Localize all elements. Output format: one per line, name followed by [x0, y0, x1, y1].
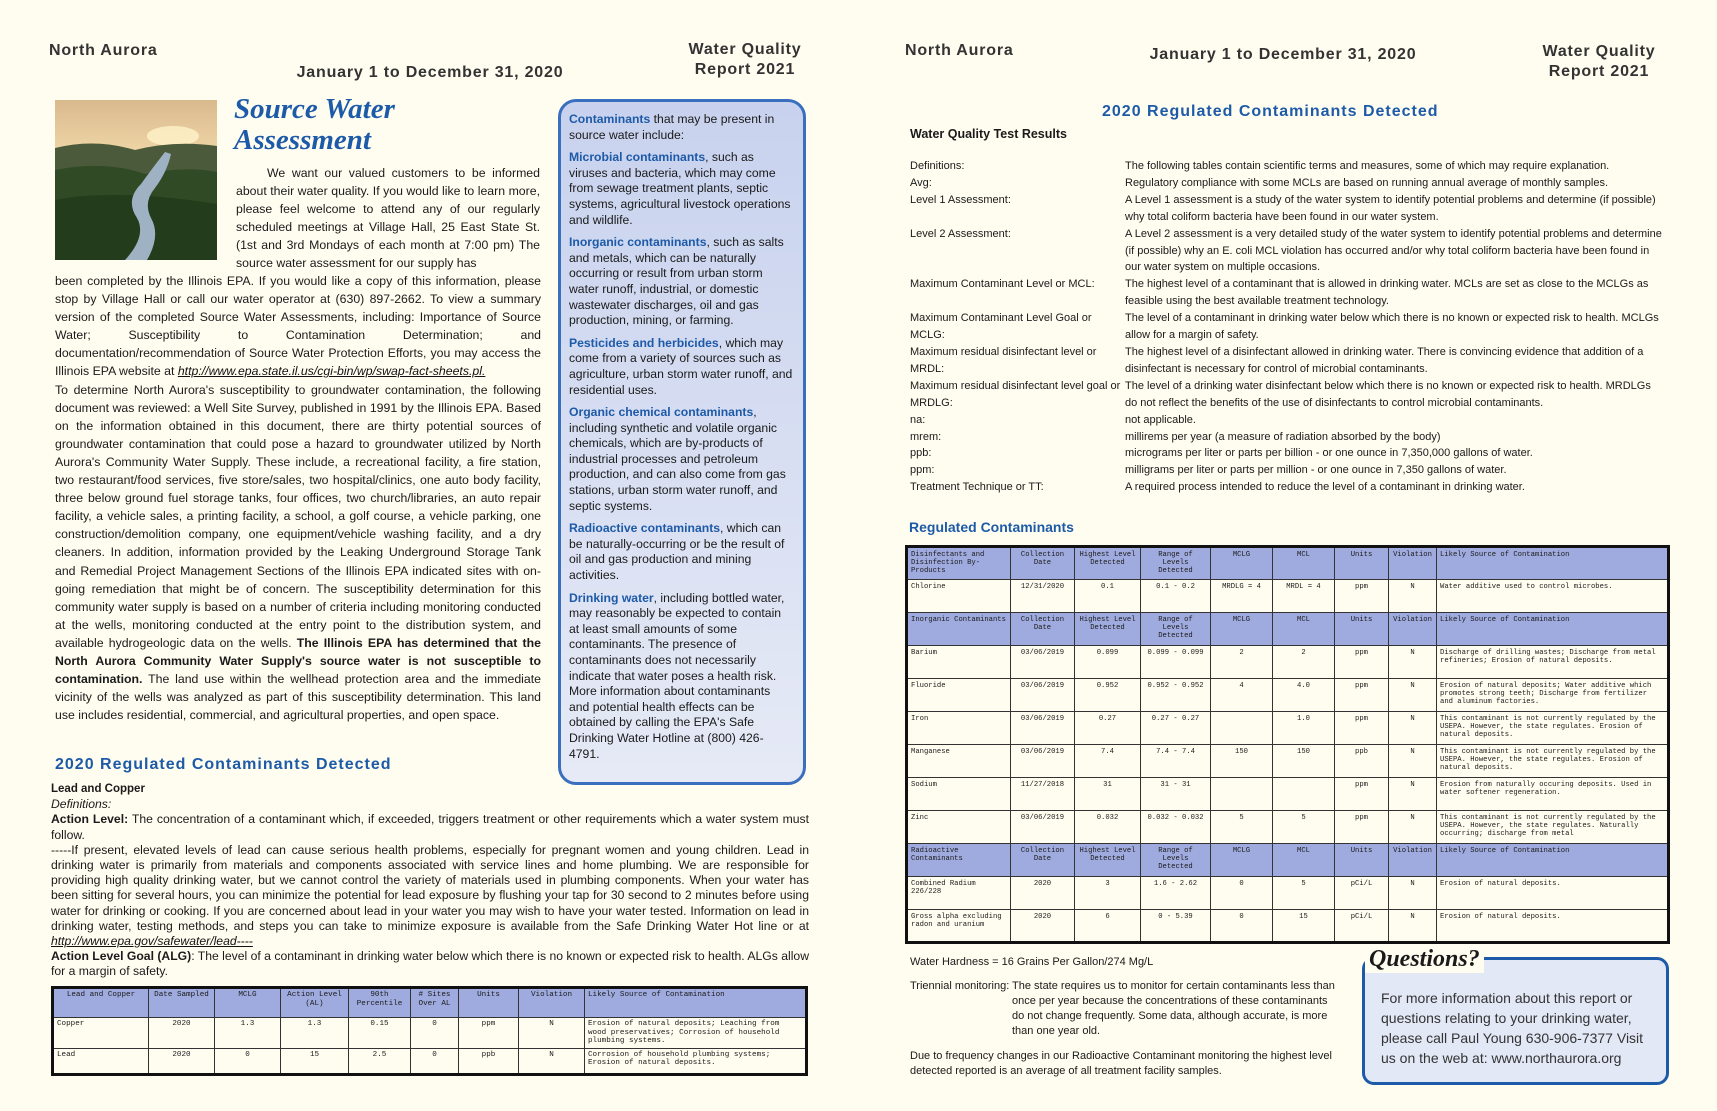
column-header: Inorganic Contaminants	[907, 613, 1011, 646]
source-water-para1	[55, 272, 541, 381]
definition-row	[910, 462, 1662, 479]
table-cell: N	[1389, 778, 1437, 811]
lead-info	[51, 843, 809, 949]
definition-desc: Regulatory compliance with some MCLs are based on running annual average of monthly samples.	[1125, 176, 1609, 189]
triennial-term: Triennial monitoring:	[910, 980, 1010, 992]
table-cell: 0	[411, 1018, 459, 1049]
table-cell: MRDL = 4	[1273, 580, 1335, 613]
header-report-line2: Report 2021	[1548, 63, 1650, 80]
table-row	[53, 1048, 807, 1074]
definition-term: Maximum residual disinfectant level goal or MRDLG:	[910, 379, 1121, 409]
table-row	[907, 580, 1669, 613]
column-header: Date Sampled	[149, 988, 215, 1018]
source-water-title-line2: Assessment	[234, 124, 371, 156]
frequency-note: Due to frequency changes in our Radioactive Contaminant monitoring the highest level detected reported is an average of all treatment facility samples.	[910, 1050, 1332, 1077]
table-row	[907, 646, 1669, 679]
table-cell: Corrosion of household plumbing systems; Erosion of natural deposits.	[585, 1048, 807, 1074]
table-cell: Iron	[907, 712, 1011, 745]
source-water-main	[55, 272, 541, 724]
lead-info-text: -----If present, elevated levels of lead can cause serious health problems, especially for pregnant women and young children. Lead in drinking water is primarily from materials and components associated with service lines and home plumbing. We are responsible for providing high quality drinking water, but we cannot control the variety of materials used in plumbing components. When your water has been sitting for several hours, you can minimize the potential for lead exposure by flushing your tap for 30 second to 2 minutes before using water for drinking or cooking. If you are concerned about lead in your water you may wish to have your water tested. Information on lead in drinking water, testing methods, and steps you can take to minimize exposure is available from the Safe Drinking Water Hot line or at	[51, 842, 809, 933]
definition-term: Level 1 Assessment:	[910, 193, 1011, 206]
source-water-para2-end: The land use within the wellhead protection area and the immediate vicinity of the wells was analyzed as part of this susceptibility determination. This land use includes residential, commercial, and agricultural properties, and open space.	[55, 672, 541, 723]
table-cell: N	[1389, 745, 1437, 778]
contaminants-sidebar	[558, 99, 806, 785]
table-cell: 2020	[1011, 910, 1075, 943]
table-cell: N	[519, 1018, 585, 1049]
table-cell: This contaminant is not currently regulated by the USEPA. However, the state regulates. Erosion of natural deposits.	[1437, 712, 1669, 745]
column-header: Highest Level Detected	[1075, 613, 1141, 646]
column-header: Likely Source of Contamination	[1437, 844, 1669, 877]
lead-section-title: 2020 Regulated Contaminants Detected	[55, 756, 392, 773]
column-header: Units	[1335, 844, 1389, 877]
contaminant-text: , which may come from a variety of sources such as agriculture, urban storm water runoff, and residential uses.	[569, 335, 793, 397]
source-water-title	[234, 94, 534, 156]
table-cell: 2	[1211, 646, 1273, 679]
header-report	[1526, 42, 1672, 82]
table-cell: ppb	[459, 1048, 519, 1074]
left-page	[0, 0, 858, 1111]
table-cell: This contaminant is not currently regulated by the USEPA. However, the state regulates. Erosion of natural deposits.	[1437, 745, 1669, 778]
column-header: Collection Date	[1011, 613, 1075, 646]
table-row	[907, 910, 1669, 943]
table-cell: 1.6 - 2.62	[1141, 877, 1211, 910]
table-row	[907, 877, 1669, 910]
definition-desc: A required process intended to reduce the level of a contaminant in drinking water.	[1125, 481, 1525, 494]
lead-copper-section	[51, 782, 809, 980]
table-cell: 03/06/2019	[1011, 679, 1075, 712]
table-cell: 31	[1075, 778, 1141, 811]
definition-row	[910, 412, 1662, 429]
contaminant-item-inorganic	[569, 235, 793, 329]
table-cell: 2.5	[349, 1048, 411, 1074]
contaminant-text: , including bottled water, may reasonably be expected to contain at least small amounts of some contaminants. The presence of contaminants does not necessarily indicate that water poses a health risk. More information about contaminants and potential health effects can be obtained by calling the EPA's Safe Drinking Water Hotline at (800) 426-4791.	[569, 590, 785, 761]
source-water-title-line1: Source Water	[234, 93, 395, 125]
contaminant-item-drinking-water	[569, 591, 793, 763]
definitions-label: Definitions:	[51, 797, 112, 812]
table-cell: Erosion from naturally occuring deposits. Used in water softener regeneration.	[1437, 778, 1669, 811]
contaminant-item-organic	[569, 405, 793, 514]
column-header: Likely Source of Contamination	[1437, 547, 1669, 580]
epa-lead-link[interactable]: http://www.epa.gov/safewater/lead----	[51, 934, 253, 949]
table-row	[907, 679, 1669, 712]
table-cell: 0.099	[1075, 646, 1141, 679]
source-water-para2-start: To determine North Aurora's susceptibility to groundwater contamination, the following document was reviewed: a Well Site Survey, published in 1991 by the Illinois EPA. Based on the information obtained in this document, there are thirty potential sources of groundwater contamination that could pose a hazard to groundwater utilized by North Aurora's Community Water Supply. These include, a recreational facility, a fire station, two restaurant/food services, five store/sales, two hospital/clinics, one auto body facility, three below ground fuel storage tanks, four offices, two church/libraries, an auto repair facility, a vehicle sales, a printing facility, a school, a golf course, a vehicle parking, one construction/demolition company, one equipment/vehicle washing facility, and a dry cleaners. In addition, information provided by the Leaking Underground Storage Tank and Remedial Project Management Sections of the Illinois EPA indicated sites with on-going remediation that might be of concern. The susceptibility determination for this community water supply is based on a number of criteria including monitoring conducted at the wells, monitoring conducted at the entry point to the distribution system, and available hydrogeologic data on the wells.	[55, 382, 541, 650]
regulated-contaminants-title: Regulated Contaminants	[909, 519, 1074, 535]
table-cell: Manganese	[907, 745, 1011, 778]
header-city: North Aurora	[905, 42, 1014, 59]
definition-desc: micrograms per liter or parts per billion - or one ounce in 7,350,000 gallons of water.	[1125, 447, 1533, 460]
alg-text: : The level of a contaminant in drinking water below which there is no known or expected risk to health. ALGs allow for a margin of safety.	[51, 949, 809, 979]
table-cell: N	[1389, 646, 1437, 679]
table-cell: 0.032 - 0.032	[1141, 811, 1211, 844]
table-cell: 15	[281, 1048, 349, 1074]
contaminant-text: , such as salts and metals, which can be naturally occurring or result from urban storm water runoff, industrial, or domestic wastewater discharges, oil and gas production, mining, or farming.	[569, 235, 784, 328]
table-cell: Gross alpha excluding radon and uranium	[907, 910, 1011, 943]
header-report	[672, 40, 818, 80]
lead-copper-table	[51, 986, 808, 1076]
column-header: MCLG	[215, 988, 281, 1018]
regulated-table-body	[907, 547, 1669, 943]
right-page	[858, 0, 1717, 1111]
table-cell: 1.3	[215, 1018, 281, 1049]
table-cell: Erosion of natural deposits.	[1437, 877, 1669, 910]
definition-row	[910, 310, 1662, 344]
table-cell: ppm	[1335, 712, 1389, 745]
column-header: Violation	[519, 988, 585, 1018]
header-dates: January 1 to December 31, 2020	[1149, 46, 1417, 63]
definition-row	[910, 378, 1662, 412]
table-cell: 31 - 31	[1141, 778, 1211, 811]
column-header: 90th Percentile	[349, 988, 411, 1018]
table-cell: 15	[1273, 910, 1335, 943]
table-header-row	[907, 844, 1669, 877]
definition-term: Maximum residual disinfectant level or MRDL:	[910, 345, 1097, 375]
table-cell: This contaminant is not currently regulated by the USEPA. However, the state regulates. Naturally occurring; discharge from metal	[1437, 811, 1669, 844]
definition-term: ppm:	[910, 464, 935, 477]
table-cell: MRDLG = 4	[1211, 580, 1273, 613]
header-dates: January 1 to December 31, 2020	[296, 64, 564, 81]
contaminants-intro-term: Contaminants	[569, 112, 651, 126]
definition-desc: The level of a drinking water disinfectant below which there is no known or expected risk to health. MRDLGs do not reflect the benefits of the use of disinfectants to control microbial contaminants.	[1125, 379, 1651, 409]
table-cell: 3	[1075, 877, 1141, 910]
table-cell: 0 - 5.39	[1141, 910, 1211, 943]
header-report-line1: Water Quality	[1542, 43, 1656, 60]
definition-term: Maximum Contaminant Level Goal or MCLG:	[910, 312, 1092, 342]
definitions-list	[910, 158, 1662, 496]
definition-desc: The level of a contaminant in drinking water below which there is no known or expected risk to health. MCLGs allow for a margin of safety.	[1125, 312, 1659, 342]
table-cell: 0.15	[349, 1018, 411, 1049]
table-cell: 2020	[1011, 877, 1075, 910]
action-level-text: The concentration of a contaminant which, if exceeded, triggers treatment or other requirements which a water system must follow.	[51, 812, 809, 842]
regulated-section-title: 2020 Regulated Contaminants Detected	[1102, 103, 1439, 120]
table-cell: 0.1	[1075, 580, 1141, 613]
epa-swap-link[interactable]: http://www.epa.state.il.us/cgi-bin/wp/swap-fact-sheets.pl.	[177, 364, 486, 379]
table-cell: 0	[215, 1048, 281, 1074]
definition-term: Avg:	[910, 176, 932, 189]
column-header: Violation	[1389, 613, 1437, 646]
definition-term: Maximum Contaminant Level or MCL:	[910, 278, 1095, 291]
table-cell: 150	[1211, 745, 1273, 778]
table-cell: 0	[411, 1048, 459, 1074]
triennial-note	[910, 979, 1340, 1039]
column-header: Highest Level Detected	[1075, 547, 1141, 580]
definition-row	[910, 479, 1662, 496]
lead-copper-subtitle: Lead and Copper	[51, 783, 145, 795]
table-row	[907, 811, 1669, 844]
contaminant-term: Drinking water	[569, 590, 654, 605]
table-cell	[1211, 712, 1273, 745]
test-results-label: Water Quality Test Results	[910, 127, 1067, 141]
table-header-row	[907, 547, 1669, 580]
column-header: MCL	[1273, 613, 1335, 646]
alg-definition	[51, 949, 809, 979]
contaminant-text: , including synthetic and volatile organic chemicals, which are by-products of industrial processes and petroleum production, and can also come from gas stations, urban storm water runoff, and septic systems.	[569, 405, 786, 513]
questions-box	[1362, 957, 1669, 1085]
definition-term: Definitions:	[910, 160, 965, 172]
column-header: MCLG	[1211, 547, 1273, 580]
table-cell: 4	[1211, 679, 1273, 712]
contaminant-term: Radioactive contaminants	[569, 521, 721, 536]
table-header-row	[907, 613, 1669, 646]
table-cell: Barium	[907, 646, 1011, 679]
table-cell: 1.0	[1273, 712, 1335, 745]
header-report-line2: Report 2021	[694, 61, 796, 78]
definition-desc: The highest level of a contaminant that is allowed in drinking water. MCLs are set as close to the MCLGs as feasible using the best available treatment technology.	[1125, 278, 1649, 308]
column-header: Range of Levels Detected	[1141, 613, 1211, 646]
table-cell: 6	[1075, 910, 1141, 943]
alg-term: Action Level Goal (ALG)	[51, 949, 192, 964]
header-report-line1: Water Quality	[688, 41, 802, 58]
table-cell: Combined Radium 226/228	[907, 877, 1011, 910]
column-header: Violation	[1389, 547, 1437, 580]
table-cell: 4.0	[1273, 679, 1335, 712]
table-cell: 5	[1211, 811, 1273, 844]
table-cell: ppm	[459, 1018, 519, 1049]
contaminant-text: , which can be naturally-occurring or be the result of oil and gas production and mining activities.	[569, 521, 785, 583]
column-header: MCL	[1273, 547, 1335, 580]
questions-title: Questions?	[1365, 946, 1484, 973]
column-header: Collection Date	[1011, 547, 1075, 580]
table-cell: 03/06/2019	[1011, 646, 1075, 679]
table-cell: 03/06/2019	[1011, 712, 1075, 745]
table-cell	[1273, 778, 1335, 811]
column-header: Violation	[1389, 844, 1437, 877]
column-header: Units	[1335, 547, 1389, 580]
table-cell: Zinc	[907, 811, 1011, 844]
water-hardness: Water Hardness = 16 Grains Per Gallon/274 Mg/L	[910, 956, 1154, 968]
definition-row	[910, 158, 1662, 175]
table-cell: 03/06/2019	[1011, 745, 1075, 778]
table-cell: Sodium	[907, 778, 1011, 811]
contaminant-term: Inorganic contaminants	[569, 235, 707, 250]
definition-desc: millirems per year (a measure of radiation absorbed by the body)	[1125, 430, 1441, 443]
table-row	[907, 745, 1669, 778]
definition-term: na:	[910, 413, 926, 426]
table-cell: 0	[1211, 910, 1273, 943]
table-cell: 2020	[149, 1048, 215, 1074]
definition-row	[910, 429, 1662, 446]
table-cell: Erosion of natural deposits; Water additive which promotes strong teeth; Discharge from fertilizer and aluminum factories.	[1437, 679, 1669, 712]
column-header: MCLG	[1211, 613, 1273, 646]
table-cell: pCi/L	[1335, 877, 1389, 910]
header-city: North Aurora	[49, 42, 158, 59]
table-header-row	[53, 988, 807, 1018]
contaminant-item-microbial	[569, 150, 793, 228]
regulated-contaminants-table	[905, 545, 1670, 944]
table-cell	[1211, 778, 1273, 811]
table-row	[53, 1018, 807, 1049]
table-cell: 0.952	[1075, 679, 1141, 712]
table-cell: 03/06/2019	[1011, 811, 1075, 844]
definition-row	[910, 226, 1662, 277]
column-header: MCL	[1273, 844, 1335, 877]
table-cell: 0.27	[1075, 712, 1141, 745]
definition-desc: The highest level of a disinfectant allowed in drinking water. There is convincing evidence that addition of a disinfectant is necessary for control of microbial contaminants.	[1125, 345, 1644, 375]
table-cell: 2	[1273, 646, 1335, 679]
table-cell: 0.099 - 0.099	[1141, 646, 1211, 679]
column-header: Units	[459, 988, 519, 1018]
contaminant-item-radioactive	[569, 521, 793, 583]
table-cell: Fluoride	[907, 679, 1011, 712]
column-header: MCLG	[1211, 844, 1273, 877]
table-cell: ppm	[1335, 778, 1389, 811]
table-cell: N	[519, 1048, 585, 1074]
column-header: Lead and Copper	[53, 988, 149, 1018]
table-cell: ppb	[1335, 745, 1389, 778]
column-header: Collection Date	[1011, 844, 1075, 877]
column-header: Highest Level Detected	[1075, 844, 1141, 877]
table-cell: ppm	[1335, 646, 1389, 679]
contaminant-term: Microbial contaminants	[569, 150, 706, 165]
table-cell: N	[1389, 877, 1437, 910]
definition-desc: A Level 1 assessment is a study of the water system to identify potential problems and determine (if possible) why total coliform bacteria have been found in our water system.	[1125, 193, 1656, 223]
definition-term: Level 2 Assessment:	[910, 227, 1011, 240]
source-water-para2	[55, 381, 541, 725]
table-cell: ppm	[1335, 580, 1389, 613]
table-cell: 5	[1273, 811, 1335, 844]
table-cell: 12/31/2020	[1011, 580, 1075, 613]
table-cell: Erosion of natural deposits.	[1437, 910, 1669, 943]
definition-term: mrem:	[910, 430, 942, 443]
table-cell: N	[1389, 679, 1437, 712]
table-cell: N	[1389, 712, 1437, 745]
table-cell: Copper	[53, 1018, 149, 1049]
definition-desc: The following tables contain scientific terms and measures, some of which may require explanation.	[1125, 160, 1610, 172]
table-cell: Lead	[53, 1048, 149, 1074]
table-cell: 5	[1273, 877, 1335, 910]
table-cell: Erosion of natural deposits; Leaching from wood preservatives; Corrosion of household plumbing systems.	[585, 1018, 807, 1049]
table-cell: 7.4 - 7.4	[1141, 745, 1211, 778]
table-cell: 150	[1273, 745, 1335, 778]
definition-row	[910, 445, 1662, 462]
table-cell: N	[1389, 910, 1437, 943]
table-cell: 0.1 - 0.2	[1141, 580, 1211, 613]
table-cell: Water additive used to control microbes.	[1437, 580, 1669, 613]
table-cell: 1.3	[281, 1018, 349, 1049]
table-cell: 0	[1211, 877, 1273, 910]
definition-row	[910, 192, 1662, 226]
column-header: Disinfectants and Disinfection By-Products	[907, 547, 1011, 580]
table-cell: N	[1389, 580, 1437, 613]
landscape-photo	[55, 100, 217, 260]
table-cell: 2020	[149, 1018, 215, 1049]
table-cell: N	[1389, 811, 1437, 844]
table-cell: ppm	[1335, 679, 1389, 712]
table-cell: 0.952 - 0.952	[1141, 679, 1211, 712]
table-row	[907, 712, 1669, 745]
definition-desc: A Level 2 assessment is a very detailed study of the water system to identify potential problems and determine (if possible) why an E. coli MCL violation has occurred and/or why total coliform bacteria have been found in our water system on multiple occasions.	[1125, 227, 1662, 274]
source-water-para2-bold: The Illinois EPA has determined that the North Aurora Community Water Supply's source water is not susceptible to contamination.	[55, 635, 541, 687]
table-cell: ppm	[1335, 811, 1389, 844]
column-header: Radioactive Contaminants	[907, 844, 1011, 877]
action-level-definition	[51, 812, 809, 842]
questions-text: For more information about this report or questions relating to your drinking water, please call Paul Young 630-906-7377 Visit us on the web at: www.northaurora.org	[1381, 990, 1644, 1066]
table-cell: 0.27 - 0.27	[1141, 712, 1211, 745]
contaminants-intro	[569, 112, 793, 143]
table-cell: Chlorine	[907, 580, 1011, 613]
column-header: Range of Levels Detected	[1141, 844, 1211, 877]
column-header: # Sites Over AL	[411, 988, 459, 1018]
source-water-para1-text: been completed by the Illinois EPA. If you would like a copy of this information, please stop by Village Hall or call our water operator at (630) 897-2662. To view a summary version of the completed Source Water Assessments, including: Importance of Source Water; Susceptibility to Contamination Determination; and documentation/recommendation of Source Water Protection Efforts, you may access the Illinois EPA website at	[55, 274, 541, 379]
table-cell: 11/27/2018	[1011, 778, 1075, 811]
contaminant-term: Pesticides and herbicides	[569, 335, 719, 350]
definition-term: ppb:	[910, 447, 932, 460]
triennial-text: The state requires us to monitor for certain contaminants less than once per year because the concentrations of these contaminants do not change frequently. Some data, although accurate, is more than one year old.	[1012, 980, 1335, 1037]
contaminant-term: Organic chemical contaminants	[569, 405, 754, 420]
column-header: Likely Source of Contamination	[1437, 613, 1669, 646]
action-level-term: Action Level:	[51, 812, 129, 827]
definition-desc: milligrams per liter or parts per million - or one ounce in 7,350 gallons of water.	[1125, 464, 1507, 477]
definition-desc: not applicable.	[1125, 413, 1196, 426]
contaminant-item-pesticides	[569, 336, 793, 398]
definition-row	[910, 175, 1662, 192]
column-header: Units	[1335, 613, 1389, 646]
definition-row	[910, 276, 1662, 310]
source-water-intro: We want our valued customers to be informed about their water quality. If you would like to learn more, please feel welcome to attend any of our regularly scheduled meetings at Village Hall, 25 East State St. (1st and 3rd Mondays of each month at 7:00 pm) The source water assessment for our supply has	[236, 166, 540, 271]
contaminants-intro-text: that may be present in source water include:	[569, 112, 775, 142]
table-row	[907, 778, 1669, 811]
table-cell: pCi/L	[1335, 910, 1389, 943]
column-header: Range of Levels Detected	[1141, 547, 1211, 580]
table-cell: 0.032	[1075, 811, 1141, 844]
definition-row	[910, 344, 1662, 378]
column-header: Likely Source of Contamination	[585, 988, 807, 1018]
table-cell: 7.4	[1075, 745, 1141, 778]
table-cell: Discharge of drilling wastes; Discharge from metal refineries; Erosion of natural deposits.	[1437, 646, 1669, 679]
contaminant-text: , such as viruses and bacteria, which may come from sewage treatment plants, septic systems, agricultural livestock operations and wildlife.	[569, 150, 791, 227]
definition-term: Treatment Technique or TT:	[910, 481, 1044, 494]
column-header: Action Level (AL)	[281, 988, 349, 1018]
